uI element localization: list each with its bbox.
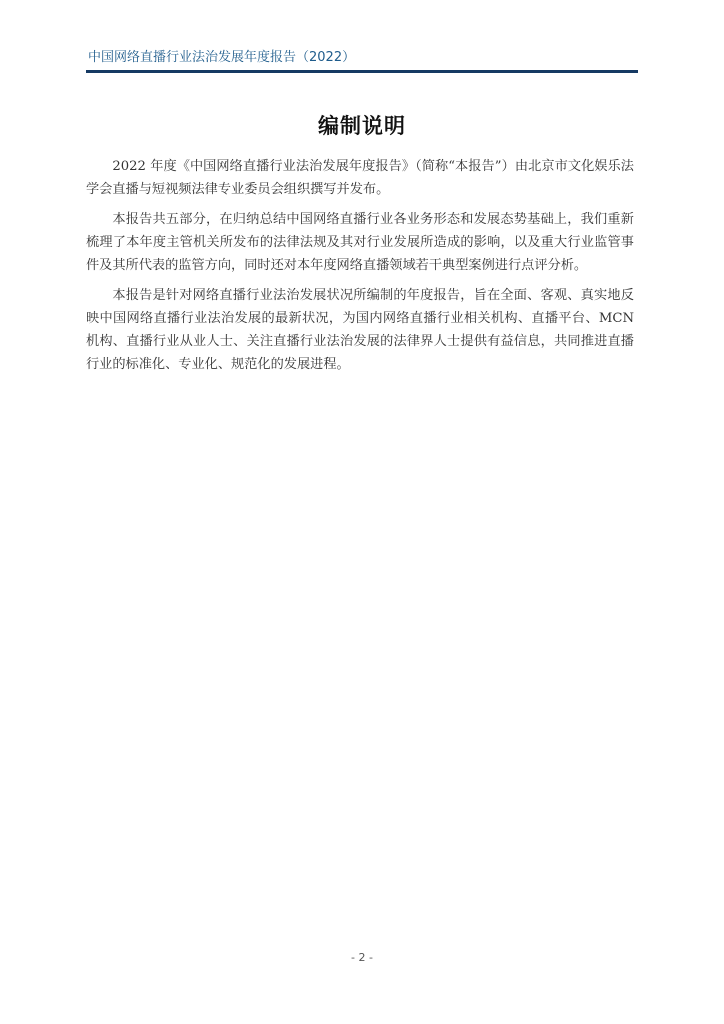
running-header: 中国网络直播行业法治发展年度报告（2022）: [88, 50, 356, 65]
paragraph-3: 本报告是针对网络直播行业法治发展状况所编制的年度报告，旨在全面、客观、真实地反映中国网络直播行业法治发展的最新状况，为国内网络直播行业相关机构、直播平台、MCN 机构、直播行业从业人士、关注直播行业法治发展的法律界人士提供有益信息，共同推进直播行业的标准化、专业化、规范化的发展进程。: [86, 288, 634, 372]
page-title: 编制说明: [318, 114, 406, 139]
paragraph-2: 本报告共五部分，在归纳总结中国网络直播行业各业务形态和发展态势基础上，我们重新梳理了本年度主管机关所发布的法律法规及其对行业发展所造成的影响，以及重大行业监管事件及其所代表的监管方向，同时还对本年度网络直播领域若干典型案例进行点评分析。: [86, 212, 634, 273]
body-text: [86, 155, 634, 383]
paragraph-1: 2022 年度《中国网络直播行业法治发展年度报告》（简称“本报告”）由北京市文化娱乐法学会直播与短视频法律专业委员会组织撰写并发布。: [86, 159, 634, 197]
header-divider: [86, 70, 638, 73]
page-number: - 2 -: [351, 951, 373, 964]
